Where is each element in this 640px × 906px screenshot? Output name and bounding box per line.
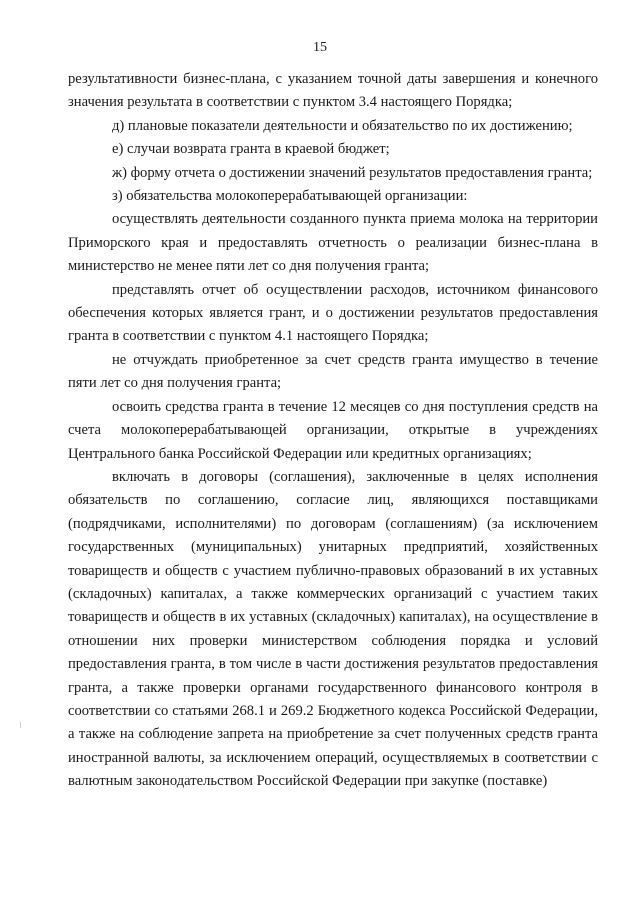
paragraph-item-d: д) плановые показатели деятельности и обязательство по их достижению; [112, 117, 573, 134]
paragraph-item-zh: ж) форму отчета о достижении значений результатов предоставления гранта; [112, 164, 593, 181]
paragraph-obligation-contracts: включать в договоры (соглашения), заключенные в целях исполнения обязательств по соглашению, согласие лиц, являющихся поставщиками (подрядчиками, исполнителями) по договорам (соглашениям) (за исключением государственных (муниципальных) унитарных предприятий, хозяйственных товариществ и обществ с участием публично-правовых образований в их уставных (складочных) капиталах, а также коммерческих организаций с участием таких товариществ и обществ в их уставных (складочных) капиталах), на осуществление в отношении них проверки министерством соблюдения порядка и условий предоставления гранта, в том числе в части достижения результатов предоставления гранта, а также проверки органами государственного финансового контроля в соответствии со статьями 268.1 и 269.2 Бюджетного кодекса Российской Федерации, а также на соблюдение запрета на приобретение за счет полученных средств гранта иностранной валюты, за исключением операций, осуществляемых в соответствии с валютным законодательством Российской Федерации при закупке (поставке) [68, 468, 598, 790]
paragraph-continuation: результативности бизнес-плана, с указанием точной даты завершения и конечного значения результата в соответствии с пунктом 3.4 настоящего Порядка; [68, 71, 598, 111]
paragraph-obligation-no-alienation: не отчуждать приобретенное за счет средств гранта имущество в течение пяти лет со дня получения гранта; [68, 351, 598, 392]
paragraph-obligation-operate: осуществлять деятельности созданного пункта приема молока на территории Приморского края и предоставлять отчетность о реализации бизнес-плана в министерство не менее пяти лет со дня получения гранта; [68, 211, 598, 275]
page-number: 15 [313, 40, 327, 55]
paragraph-item-e: е) случаи возврата гранта в краевой бюджет; [112, 141, 390, 158]
paragraph-obligation-spend: освоить средства гранта в течение 12 месяцев со дня поступления средств на счета молокоперерабатывающей организации, открытые в учреждениях Центрального банка Российской Федерации или кредитных организациях; [68, 398, 598, 462]
paragraph-item-z: з) обязательства молокоперерабатывающей организации: [112, 188, 468, 205]
scan-artifact [20, 722, 21, 728]
paragraph-obligation-report: представлять отчет об осуществлении расходов, источником финансового обеспечения которых является грант, и о достижении результатов предоставления гранта в соответствии с пунктом 4.1 настоящего Порядка; [68, 281, 598, 345]
document-body [68, 68, 598, 794]
